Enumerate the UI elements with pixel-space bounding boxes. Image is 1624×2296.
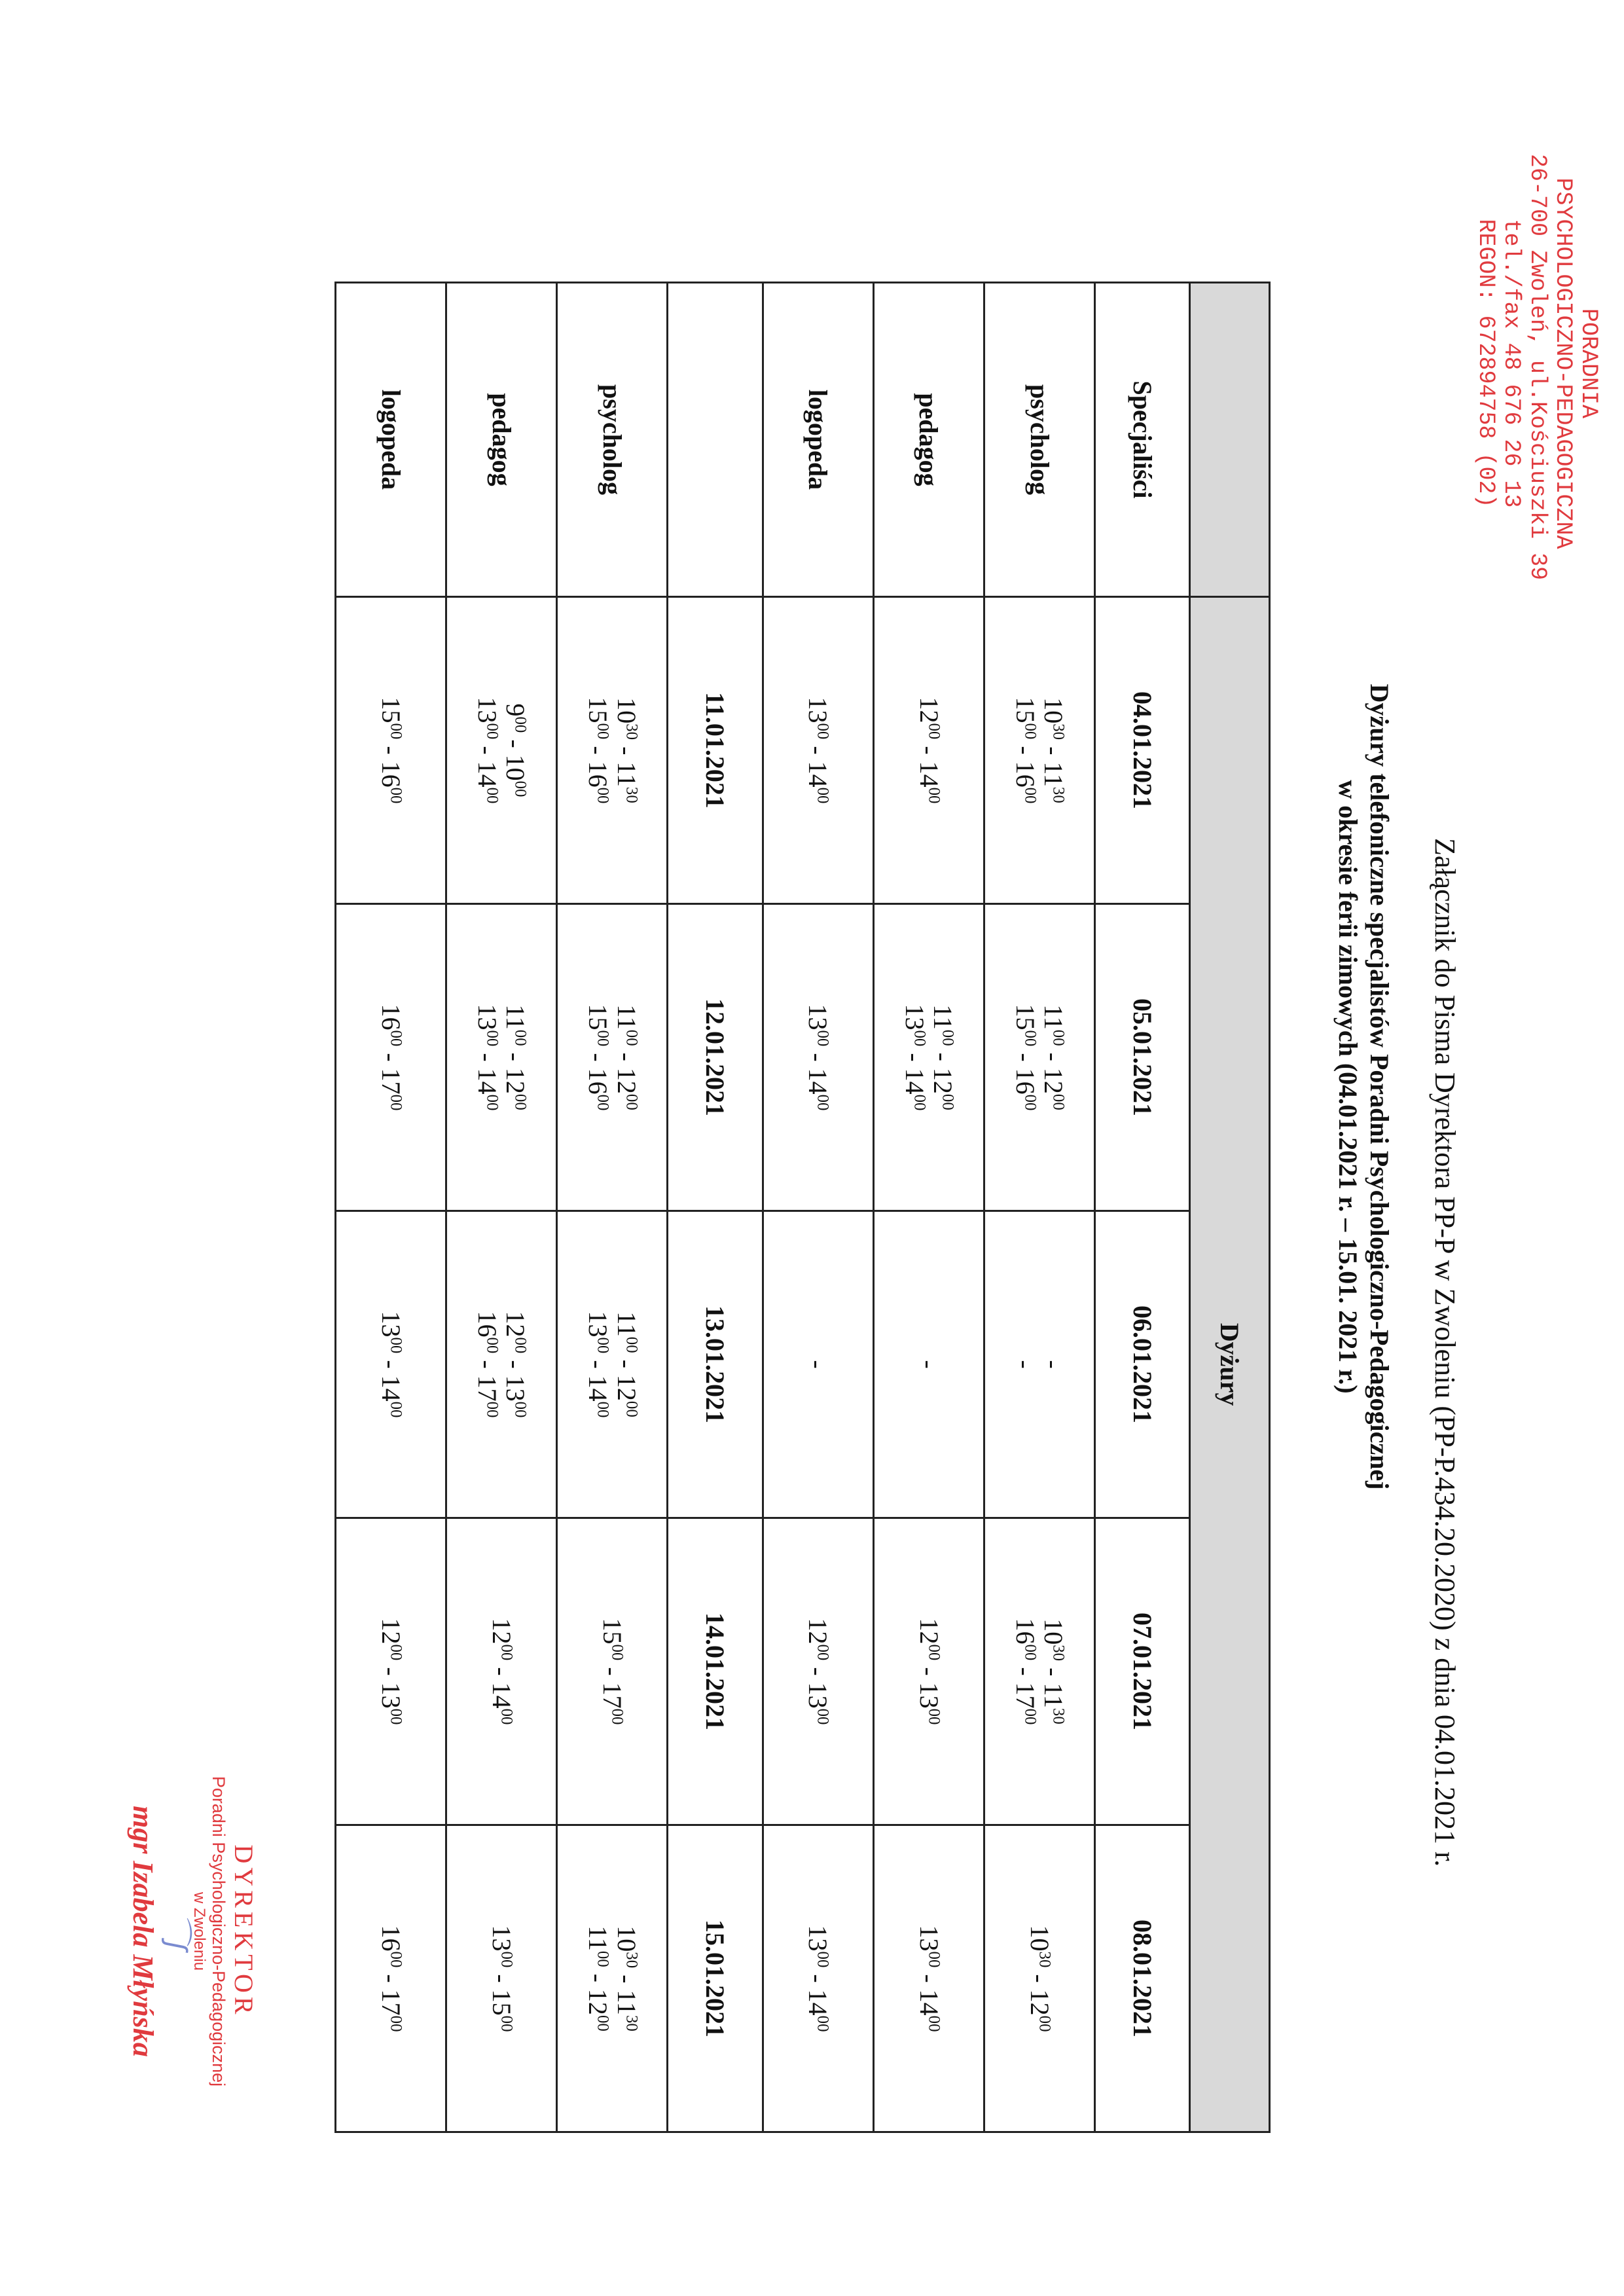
time-slot: - (1039, 1360, 1069, 1369)
stamp-line: REGON: 672894758 (02) (1473, 219, 1500, 508)
stamp-line: PORADNIA (1576, 308, 1602, 419)
time-slot: $10^{30} - 11^{30}$ (611, 697, 641, 803)
role-cell: psycholog (984, 283, 1095, 597)
time-cell (446, 904, 557, 1211)
time-cell (984, 1825, 1095, 2132)
time-slot: $11^{00} - 12^{00}$ (611, 1004, 641, 1110)
time-cell (873, 1518, 984, 1825)
time-slot: $13^{00} - 14^{00}$ (899, 1004, 929, 1111)
date-header-cell: 08.01.2021 (1095, 1825, 1190, 2132)
time-slot: $13^{00} - 14^{00}$ (473, 1004, 503, 1111)
time-cell (984, 597, 1095, 904)
table-row (984, 283, 1095, 2132)
time-cell (873, 1211, 984, 1518)
signature-name: mgr Izabela Młyńska (127, 1806, 160, 2057)
time-slot: $11^{00} - 12^{00}$ (928, 1004, 958, 1110)
table-row (557, 283, 668, 2132)
time-slot: $10^{30} - 11^{30}$ (1039, 697, 1069, 803)
table-row (336, 283, 446, 2132)
date-header-cell: 05.01.2021 (1095, 904, 1190, 1211)
time-cell (336, 1518, 446, 1825)
time-cell (873, 904, 984, 1211)
time-cell (557, 1825, 668, 2132)
table-row (446, 283, 557, 2132)
time-cell (984, 904, 1095, 1211)
time-slot: $13^{00} - 14^{00}$ (803, 1004, 833, 1111)
time-cell (763, 1518, 873, 1825)
attachment-note: Załącznik do Pisma Dyrektora PP-P w Zwoleniu (PP-P.434.20.2020) z dnia 04.01.2021 r. (1429, 838, 1461, 1867)
time-slot: $13^{00} - 15^{00}$ (486, 1925, 516, 2032)
specialists-header-cell: Specjaliści (1095, 283, 1190, 597)
time-slot: $12^{00} - 13^{00}$ (803, 1618, 833, 1725)
time-cell (557, 904, 668, 1211)
time-slot: $12^{00} - 13^{00}$ (914, 1618, 944, 1725)
time-cell (763, 1825, 873, 2132)
time-slot: $16^{00} - 17^{00}$ (1011, 1618, 1041, 1725)
table-row (763, 283, 873, 2132)
time-slot: $12^{00} - 14^{00}$ (486, 1618, 516, 1725)
time-slot: $15^{00} - 16^{00}$ (376, 697, 406, 804)
stamp-line: tel./fax 48 676 26 13 (1498, 219, 1525, 508)
signature-institution: Poradni Psychologiczno-Pedagogicznej (209, 1776, 228, 2087)
date-header-cell: 04.01.2021 (1095, 597, 1190, 904)
role-cell: pedagog (873, 283, 984, 597)
time-slot: $13^{00} - 14^{00}$ (583, 1311, 613, 1418)
time-cell (763, 597, 873, 904)
time-slot: $15^{00} - 17^{00}$ (597, 1618, 627, 1725)
time-cell (446, 1518, 557, 1825)
time-slot: $15^{00} - 16^{00}$ (1011, 697, 1041, 804)
time-cell (446, 597, 557, 904)
table-caption-cell: Dyżury (1190, 597, 1270, 2132)
stamp-line: 26-700 Zwoleń, ul.Kościuszki 39 (1524, 154, 1551, 581)
time-slot: $16^{00} - 17^{00}$ (376, 1004, 406, 1111)
role-cell: psycholog (557, 283, 668, 597)
time-slot: $13^{00} - 14^{00}$ (803, 697, 833, 804)
time-slot: $13^{00} - 14^{00}$ (803, 1925, 833, 2032)
week-spacer-cell (668, 283, 763, 597)
date-header-cell: 15.01.2021 (668, 1825, 763, 2132)
time-slot: $16^{00} - 17^{00}$ (473, 1311, 503, 1418)
time-slot: $11^{00} - 12^{00}$ (611, 1311, 641, 1417)
time-cell (984, 1211, 1095, 1518)
time-slot: $11^{00} - 12^{00}$ (501, 1004, 531, 1110)
stamp-line: PSYCHOLOGICZNO-PEDAGOGICZNA (1549, 177, 1576, 549)
time-slot: $12^{00} - 14^{00}$ (914, 697, 944, 804)
time-slot: $13^{00} - 14^{00}$ (473, 697, 503, 804)
role-cell: logopeda (336, 283, 446, 597)
date-header-cell: 12.01.2021 (668, 904, 763, 1211)
time-slot: $10^{30} - 11^{30}$ (611, 1925, 641, 2032)
time-cell (873, 597, 984, 904)
document-subtitle: w okresie ferii zimowych (04.01.2021 r. – 15.01. 2021 r.) (1333, 780, 1363, 1394)
date-header-cell: 06.01.2021 (1095, 1211, 1190, 1518)
time-slot: $15^{00} - 16^{00}$ (583, 1004, 613, 1111)
time-slot: $13^{00} - 14^{00}$ (376, 1311, 406, 1418)
signature-title: DYREKTOR (229, 1844, 259, 2018)
time-cell (984, 1518, 1095, 1825)
document-title: Dyżury telefoniczne specjalistów Poradni Psychologiczno-Pedagogicznej (1365, 683, 1394, 1490)
time-cell (557, 1211, 668, 1518)
time-slot: $16^{00} - 17^{00}$ (376, 1925, 406, 2032)
time-cell (336, 1211, 446, 1518)
time-slot: $15^{00} - 16^{00}$ (1011, 1004, 1041, 1111)
time-slot: - (1011, 1360, 1041, 1369)
time-slot: - (803, 1360, 833, 1369)
time-cell (763, 1211, 873, 1518)
duty-schedule-table (334, 282, 1271, 2133)
signature-location: w Zwoleniu (190, 1891, 208, 1971)
role-cell: logopeda (763, 283, 873, 597)
time-cell (763, 904, 873, 1211)
time-cell (336, 1825, 446, 2132)
date-header-cell: 13.01.2021 (668, 1211, 763, 1518)
caption-spacer-cell (1190, 283, 1270, 597)
time-cell (557, 1518, 668, 1825)
time-cell (446, 1211, 557, 1518)
date-header-cell: 07.01.2021 (1095, 1518, 1190, 1825)
time-cell (446, 1825, 557, 2132)
time-slot: $10^{30} - 11^{30}$ (1039, 1618, 1069, 1724)
handwritten-paraph: ⌒ʃ (161, 1912, 193, 1950)
director-signature (126, 1748, 259, 2115)
time-cell (557, 597, 668, 904)
institution-stamp (1473, 154, 1602, 581)
time-slot: $15^{00} - 16^{00}$ (583, 697, 613, 804)
time-slot: $9^{00} - 10^{00}$ (501, 703, 531, 797)
time-slot: $13^{00} - 14^{00}$ (914, 1925, 944, 2032)
time-cell (336, 904, 446, 1211)
time-slot: $10^{30} - 12^{00}$ (1024, 1925, 1055, 2032)
time-slot: $11^{00} - 12^{00}$ (1039, 1004, 1069, 1110)
time-slot: $12^{00} - 13^{00}$ (501, 1311, 531, 1418)
time-cell (873, 1825, 984, 2132)
time-slot: $11^{00} - 12^{00}$ (583, 1925, 613, 2032)
date-header-cell: 14.01.2021 (668, 1518, 763, 1825)
table-row (873, 283, 984, 2132)
role-cell: pedagog (446, 283, 557, 597)
time-cell (336, 597, 446, 904)
date-header-cell: 11.01.2021 (668, 597, 763, 904)
time-slot: $12^{00} - 13^{00}$ (376, 1618, 406, 1725)
time-slot: - (914, 1360, 944, 1369)
